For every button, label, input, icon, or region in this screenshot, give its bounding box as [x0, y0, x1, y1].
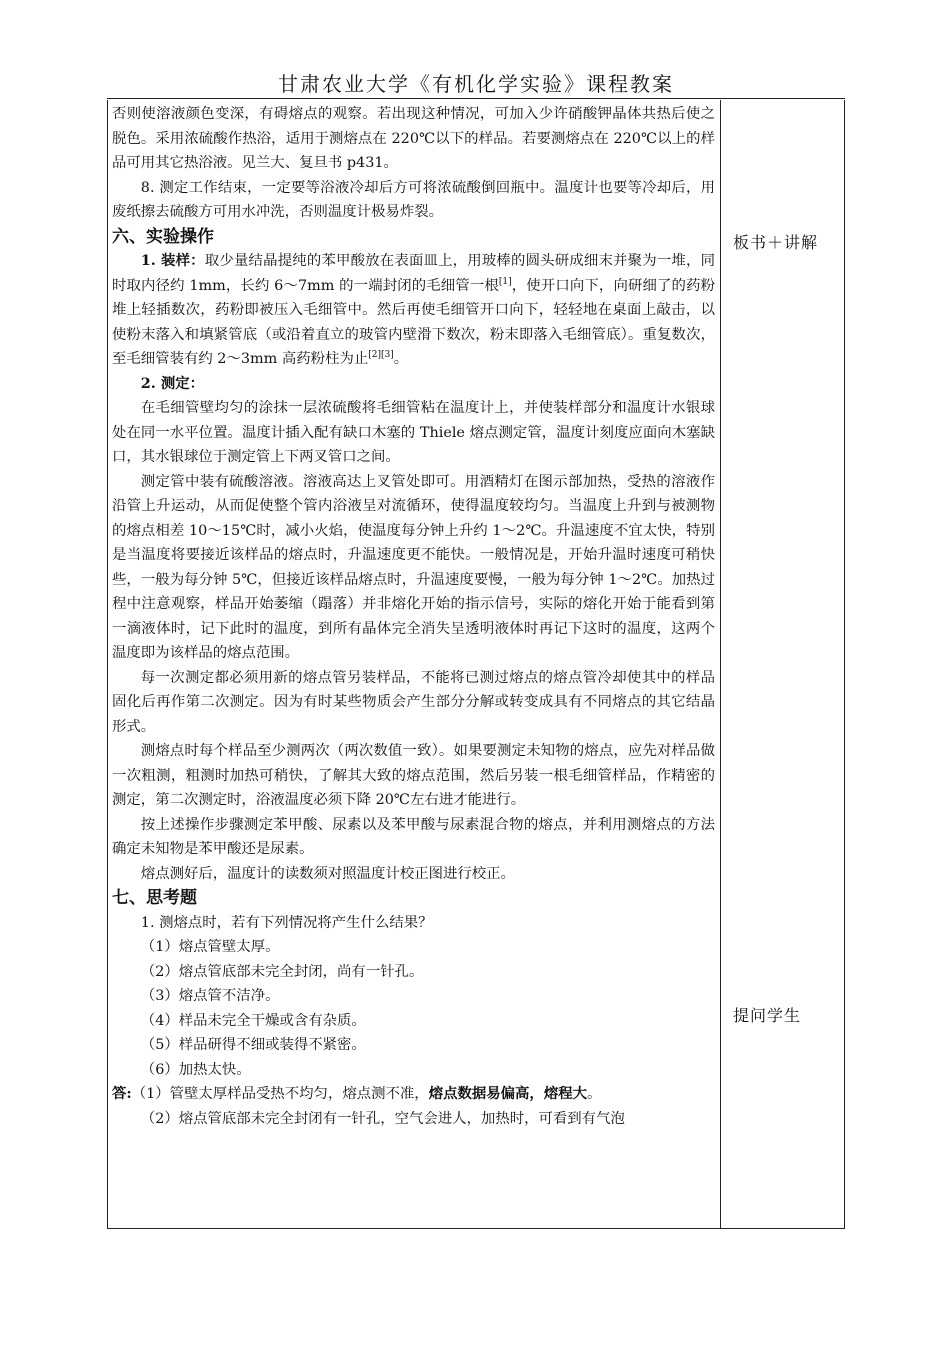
- paragraph-measure-f: 熔点测好后，温度计的读数须对照温度计校正图进行校正。: [140, 865, 515, 882]
- answer-1-text-c: 。: [587, 1086, 602, 1102]
- question-1-item-3: （3）熔点管不洁净。: [140, 988, 280, 1004]
- answer-1-text-bold: 熔点数据易偏高，熔程大: [428, 1085, 587, 1102]
- paragraph-measure-a: 在毛细管壁均匀的涂抹一层浓硫酸将毛细管粘在温度计上，并使装样部分和温度计水银球处在同一水平位置。温度计插入配有缺口木塞的 Thiele 熔点测定管，温度计刻度应面向木塞缺口，其水银球位于测定管上下两叉管口之间。: [112, 400, 715, 465]
- question-1-item-5: （5）样品研得不细或装得不紧密。: [140, 1037, 366, 1053]
- reference-2-3: [2][3]: [368, 350, 394, 361]
- paragraph-measure-c: 每一次测定都必须用新的熔点管另装样品，不能将已测过熔点的熔点管冷却使其中的样品固化后再作第二次测定。因为有时某些物质会产生部分分解或转变成具有不同熔点的其它结晶形式。: [112, 669, 715, 735]
- answer-2: （2）熔点管底部未完全封闭有一针孔，空气会进人，加热时，可看到有气泡: [140, 1110, 625, 1127]
- paragraph-step-8: 8. 测定工作结束，一定要等浴液冷却后方可将浓硫酸倒回瓶中。温度计也要等冷却后，用废纸擦去硫酸方可用水冲洗，否则温度计极易炸裂。: [112, 179, 715, 220]
- question-1-item-4: （4）样品未完全干燥或含有杂质。: [140, 1012, 366, 1029]
- side-note-question-students: 提问学生: [733, 1006, 802, 1025]
- question-1-item-1: （1）熔点管壁太厚。: [140, 939, 280, 955]
- paragraph-loading-sample: [112, 249, 715, 372]
- paragraph-measure-e: 按上述操作步骤测定苯甲酸、尿素以及苯甲酸与尿素混合物的熔点，并利用测熔点的方法确定未知物是苯甲酸还是尿素。: [112, 816, 715, 857]
- reference-1: [1]: [498, 276, 512, 287]
- page-header-title: 甘肃农业大学《有机化学实验》课程教案: [278, 72, 674, 96]
- step-1-label: 1. 装样：: [140, 252, 205, 269]
- paragraph-continued: 否则使溶液颜色变深，有碍熔点的观察。若出现这种情况，可加入少许硝酸钾晶体共热后使之脱色。采用浓硫酸作热浴，适用于测熔点在 220℃以下的样品。若要测熔点在 220℃以上的样品可用其它热浴液。见兰大、复旦书 p431。: [112, 106, 715, 171]
- answer-1: [112, 1082, 715, 1107]
- answer-1-text-a: （1）管壁太厚样品受热不均匀，熔点测不准，: [131, 1086, 429, 1102]
- side-note-board-lecture: 板书＋讲解: [733, 233, 819, 252]
- main-content: [112, 102, 715, 1131]
- step-1-text-c: 。: [393, 351, 409, 367]
- answer-label: 答:: [112, 1085, 132, 1102]
- question-1-item-2: （2）熔点管底部未完全封闭，尚有一针孔。: [140, 963, 424, 980]
- step-2-label: 2. 测定：: [140, 374, 205, 392]
- question-1-item-6: （6）加热太快。: [140, 1061, 251, 1078]
- section-heading-6: 六、实验操作: [112, 226, 214, 247]
- question-1: 1. 测熔点时，若有下列情况将产生什么结果？: [140, 914, 433, 931]
- header-rule: [107, 98, 845, 99]
- column-divider: [720, 100, 721, 1229]
- step-1-text-a: 取少量结晶提纯的苯甲酸放在表面皿上，用玻棒的圆头研成细末并聚为一堆，同时取内径约 1mm，长约 6～7mm 的一端封闭的毛细管一根: [112, 253, 715, 294]
- paragraph-measure-b: 测定管中装有硫酸溶液。溶液高达上叉管处即可。用酒精灯在图示部加热，受热的溶液作沿管上升运动，从而促使整个管内浴液呈对流循环，使得温度较均匀。当温度上升到与被测物的熔点相差 10～15℃时，减小火焰，使温度每分钟上升约 1～2℃。升温速度不宜太快，特别是当温度将要接近该样品的熔点时，升温速度更不能快。一般情况是，开始升温时速度可稍快些，一般为每分钟 5℃，但接近该样品熔点时，升温速度要慢，一般为每分钟 1～2℃。加热过程中注意观察，样品开始萎缩（蹋落）并非熔化开始的指示信号，实际的熔化开始于能看到第一滴液体时，记下此时的温度，到所有晶体完全消失呈透明液体时再记下这时的温度，这两个温度即为该样品的熔点范围。: [112, 473, 715, 661]
- paragraph-measure-d: 测熔点时每个样品至少测两次（两次数值一致）。如果要测定未知物的熔点，应先对样品做一次粗测，粗测时加热可稍快，了解其大致的熔点范围，然后另装一根毛细管样品，作精密的测定，第二次测定时，浴液温度必须下降 20℃左右进才能进行。: [112, 743, 715, 808]
- step-1-text-b: ，使开口向下，向研细了的药粉堆上轻插数次，药粉即被压入毛细管中。然后再使毛细管开口向下，轻轻地在桌面上敲击，以使粉末落入和填紧管底（或沿着直立的玻管内壁滑下数次，粉末即落入毛细管底）。重复数次，至毛细管装有约 2～3mm 高药粉柱为止: [112, 277, 715, 367]
- section-heading-7: 七、思考题: [112, 888, 197, 908]
